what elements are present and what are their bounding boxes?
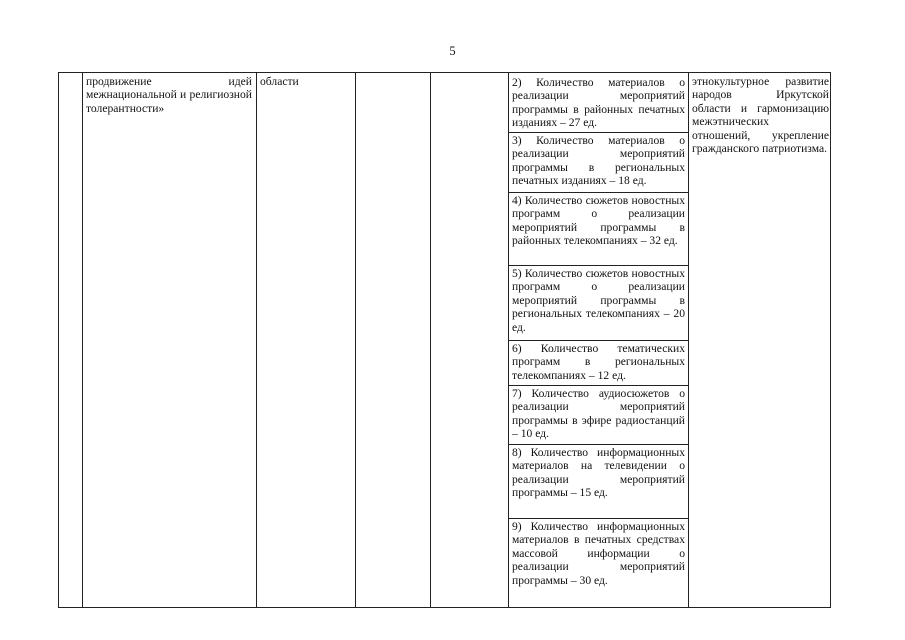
program-table (58, 72, 831, 608)
column-divider (82, 73, 83, 607)
indicator-cell: 6) Количество тематических программ в региональных телекомпаниях – 12 ед. (512, 342, 685, 382)
result-cell-text: этнокультурное развитие народов Иркутской области и гармонизацию межэтнических отношений, укрепление гражданского патриотизма. (692, 75, 829, 156)
column-divider (430, 73, 431, 607)
indicator-cell: 9) Количество информационных материалов в печатных средствах массовой информации о реализации мероприятий программы – 30 ед. (512, 520, 685, 587)
column-divider (355, 73, 356, 607)
task-cell-text: продвижение идей межнациональной и религиозной толерантности» (86, 75, 252, 115)
indicator-cell: 2) Количество материалов о реализации мероприятий программы в районных печатных изданиях – 27 ед. (512, 76, 685, 130)
region-cell-text: области (260, 75, 299, 88)
indicator-cell: 5) Количество сюжетов новостных программ о реализации мероприятий программы в региональных телекомпаниях – 20 ед. (512, 267, 685, 334)
indicator-cell: 7) Количество аудиосюжетов о реализации мероприятий программы в эфире радиостанций – 10 ед. (512, 387, 685, 441)
column-divider (256, 73, 257, 607)
column-divider (688, 73, 689, 607)
indicator-cell: 3) Количество материалов о реализации мероприятий программы в региональных печатных изданиях – 18 ед. (512, 134, 685, 188)
indicator-cell: 8) Количество информационных материалов на телевидении о реализации мероприятий программы – 15 ед. (512, 446, 685, 500)
page-number: 5 (449, 44, 456, 58)
indicator-cell: 4) Количество сюжетов новостных программ о реализации мероприятий программы в районных телекомпаниях – 32 ед. (512, 194, 685, 248)
